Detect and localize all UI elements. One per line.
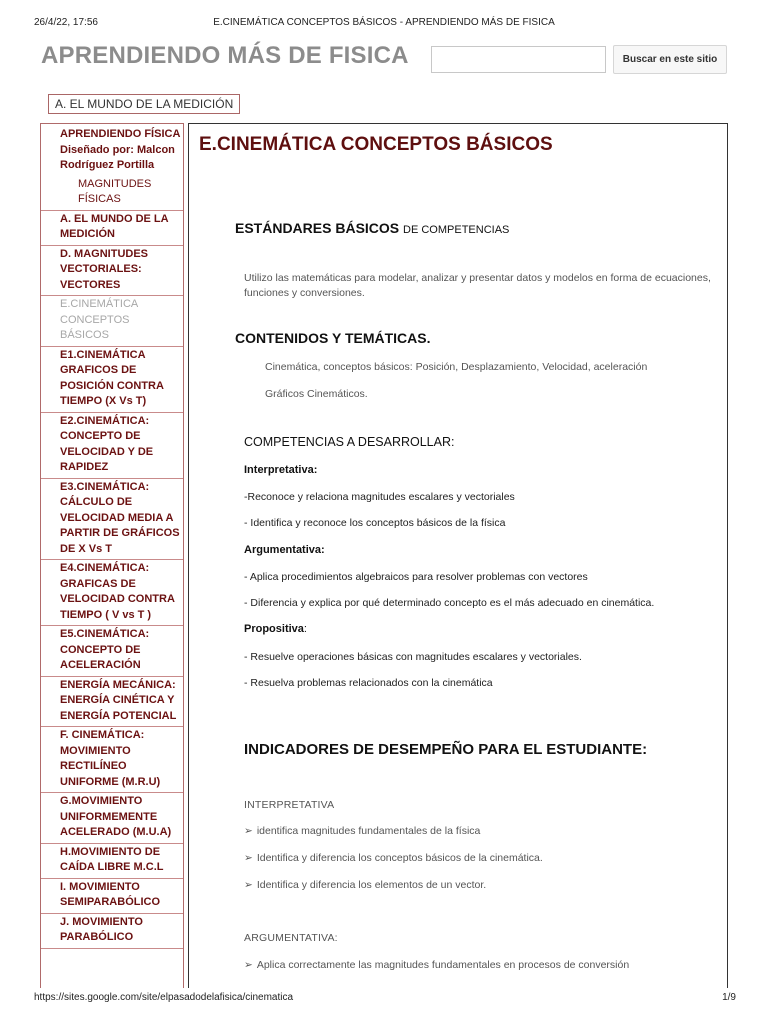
arrow-bullet-icon: ➢ — [244, 959, 253, 971]
estandares-heading — [235, 220, 509, 236]
indicador-item-1-text: identifica magnitudes fundamentales de la física — [256, 825, 481, 837]
sidebar-item[interactable]: J. MOVIMIENTO PARABÓLICO — [41, 914, 183, 949]
sidebar-item-list — [41, 211, 183, 949]
propositiva-label-colon: : — [303, 623, 307, 635]
contenidos-line-1: Cinemática, conceptos básicos: Posición, Desplazamiento, Velocidad, aceleración — [265, 361, 648, 373]
sidebar-item[interactable]: H.MOVIMIENTO DE CAÍDA LIBRE M.C.L — [41, 844, 183, 879]
main-content — [188, 123, 728, 988]
interpretativa-line-2: - Identifica y reconoce los conceptos básicos de la física — [244, 517, 506, 529]
sidebar-item[interactable]: F. CINEMÁTICA: MOVIMIENTO RECTILÍNEO UNIFORME (M.R.U) — [41, 727, 183, 793]
print-page-number: 1/9 — [722, 992, 736, 1003]
sidebar-item[interactable]: ENERGÍA MECÁNICA: ENERGÍA CINÉTICA Y ENERGÍA POTENCIAL — [41, 677, 183, 728]
sidebar-item[interactable]: E5.CINEMÁTICA: CONCEPTO DE ACELERACIÓN — [41, 626, 183, 677]
sidebar-home-block — [41, 124, 183, 211]
contenidos-heading: CONTENIDOS Y TEMÁTICAS. — [235, 330, 431, 346]
search-button[interactable]: Buscar en este sitio — [613, 45, 727, 74]
estandares-heading-main: ESTÁNDARES BÁSICOS — [235, 220, 404, 236]
print-document-title: E.CINEMÁTICA CONCEPTOS BÁSICOS - APRENDIENDO MÁS DE FISICA — [213, 17, 555, 28]
indicadores-argumentativa-label: ARGUMENTATIVA: — [244, 932, 338, 944]
propositiva-line-1: - Resuelve operaciones básicas con magnitudes escalares y vectoriales. — [244, 651, 582, 663]
print-footer — [0, 992, 768, 1006]
indicador-item-1 — [244, 825, 480, 837]
page-title: E.CINEMÁTICA CONCEPTOS BÁSICOS — [199, 134, 553, 155]
breadcrumb-parent-page[interactable]: A. EL MUNDO DE LA MEDICIÓN — [48, 94, 240, 114]
arrow-bullet-icon: ➢ — [244, 879, 253, 891]
sidebar-item[interactable]: G.MOVIMIENTO UNIFORMEMENTE ACELERADO (M.U.A) — [41, 793, 183, 844]
estandares-text: Utilizo las matemáticas para modelar, analizar y presentar datos y modelos en forma de ecuaciones, funciones y conversiones. — [244, 272, 711, 299]
site-title[interactable]: APRENDIENDO MÁS DE FISICA — [41, 42, 409, 69]
competencias-heading: COMPETENCIAS A DESARROLLAR: — [244, 435, 455, 449]
sidebar-item[interactable]: D. MAGNITUDES VECTORIALES: VECTORES — [41, 246, 183, 297]
contenidos-line-2: Gráficos Cinemáticos. — [265, 388, 368, 400]
sidebar-item[interactable]: E1.CINEMÁTICA GRAFICOS DE POSICIÓN CONTRA TIEMPO (X Vs T) — [41, 347, 183, 413]
propositiva-line-2: - Resuelva problemas relacionados con la cinemática — [244, 677, 493, 689]
arrow-bullet-icon: ➢ — [244, 825, 253, 837]
indicador-item-3-text: Identifica y diferencia los elementos de un vector. — [256, 879, 487, 891]
propositiva-label-text: Propositiva — [244, 623, 304, 635]
estandares-heading-small: DE COMPETENCIAS — [403, 224, 510, 236]
indicador-item-4-text: Aplica correctamente las magnitudes fundamentales en procesos de conversión — [256, 959, 630, 971]
argumentativa-line-1: - Aplica procedimientos algebraicos para resolver problemas con vectores — [244, 571, 588, 583]
sidebar-item[interactable]: E3.CINEMÁTICA: CÁLCULO DE VELOCIDAD MEDIA A PARTIR DE GRÁFICOS DE X Vs T — [41, 479, 183, 561]
indicador-item-2 — [244, 852, 543, 864]
indicador-item-3 — [244, 879, 486, 891]
argumentativa-label: Argumentativa: — [244, 544, 325, 556]
print-url: https://sites.google.com/site/elpasadodelafisica/cinematica — [34, 992, 294, 1003]
print-date: 26/4/22, 17:56 — [34, 17, 98, 28]
indicadores-interpretativa-label: INTERPRETATIVA — [244, 799, 335, 811]
sidebar-item[interactable]: E4.CINEMÁTICA: GRAFICAS DE VELOCIDAD CONTRA TIEMPO ( V vs T ) — [41, 560, 183, 626]
indicador-item-2-text: Identifica y diferencia los conceptos básicos de la cinemática. — [256, 852, 543, 864]
propositiva-label — [244, 623, 307, 635]
sidebar-item[interactable]: E2.CINEMÁTICA: CONCEPTO DE VELOCIDAD Y DE RAPIDEZ — [41, 413, 183, 479]
sidebar-navigation — [40, 123, 184, 988]
argumentativa-line-2: - Diferencia y explica por qué determinado concepto es el más adecuado en cinemática. — [244, 597, 655, 609]
print-header — [0, 17, 768, 31]
arrow-bullet-icon: ➢ — [244, 852, 253, 864]
indicadores-heading: INDICADORES DE DESEMPEÑO PARA EL ESTUDIANTE: — [244, 741, 648, 758]
indicador-item-4 — [244, 959, 629, 971]
sidebar-item-magnitudes-fisicas[interactable]: MAGNITUDES FÍSICAS — [78, 177, 152, 205]
interpretativa-label: Interpretativa: — [244, 464, 318, 476]
sidebar-item-home[interactable]: APRENDIENDO FÍSICA Diseñado por: Malcon Rodríguez Portilla — [60, 128, 180, 171]
search-input[interactable] — [431, 46, 606, 73]
sidebar-item[interactable]: A. EL MUNDO DE LA MEDICIÓN — [41, 211, 183, 246]
sidebar-item[interactable]: I. MOVIMIENTO SEMIPARABÓLICO — [41, 879, 183, 914]
sidebar-item[interactable]: E.CINEMÁTICA CONCEPTOS BÁSICOS — [41, 296, 183, 347]
interpretativa-line-1: -Reconoce y relaciona magnitudes escalares y vectoriales — [244, 491, 515, 503]
